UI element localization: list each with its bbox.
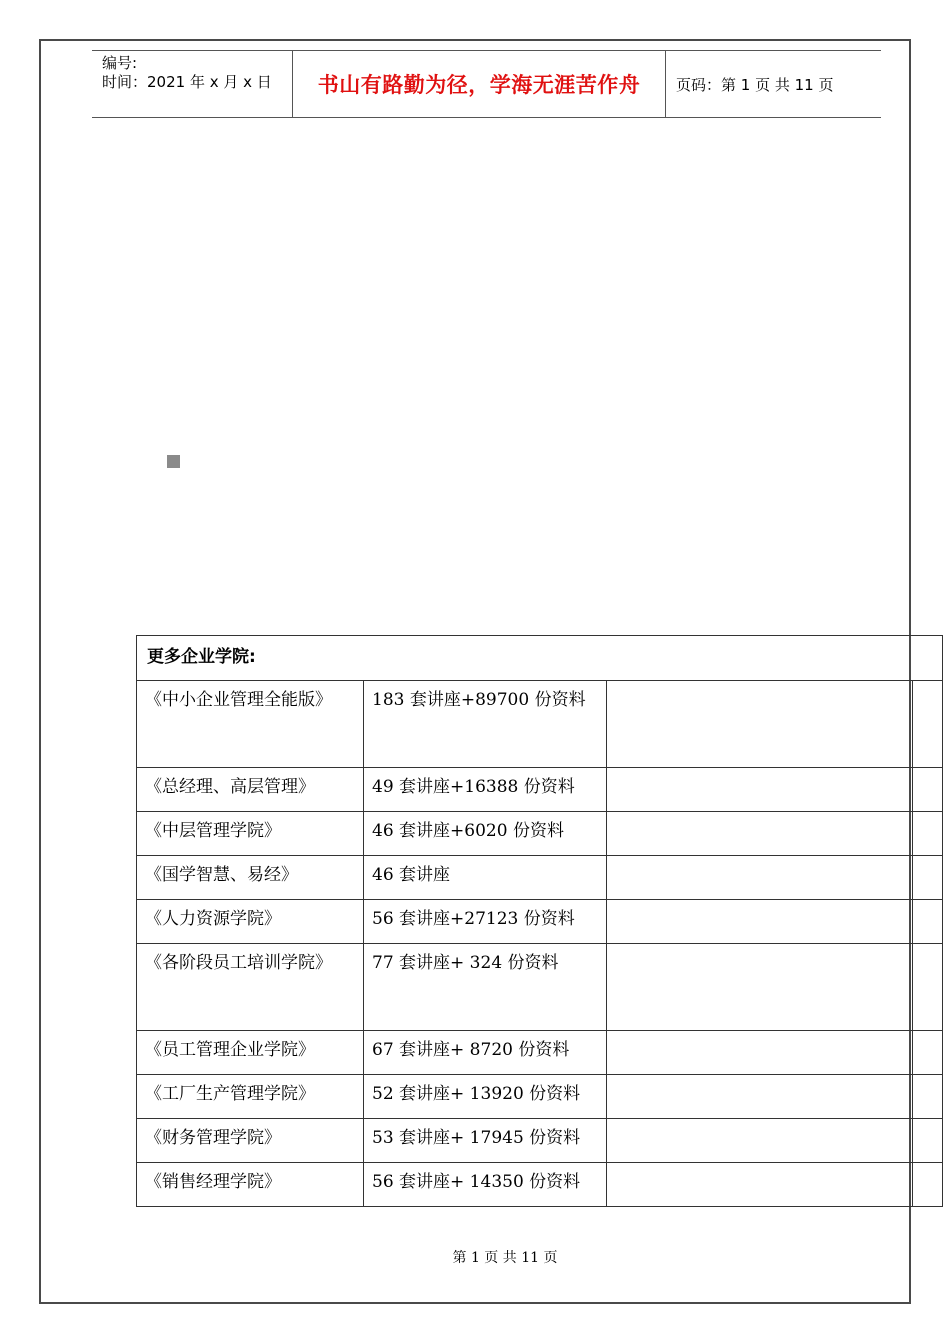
table-blank-cell [607,1163,913,1207]
table-row [137,1163,943,1207]
document-time-label: 时间：2021 年 x 月 x 日 [102,73,272,91]
table-blank-cell [607,681,913,768]
college-name[interactable]: 《销售经理学院》 [137,1163,364,1207]
college-info: 56 套讲座+ 14350 份资料 [364,1163,607,1207]
college-info: 52 套讲座+ 13920 份资料 [364,1075,607,1119]
table-row [137,681,943,768]
college-info: 46 套讲座 [364,856,607,900]
college-info: 56 套讲座+27123 份资料 [364,900,607,944]
college-name[interactable]: 《中层管理学院》 [137,812,364,856]
table-edge-cell [913,681,943,768]
table-blank-cell [607,1031,913,1075]
header-page-info: 页码：第 1 页 共 11 页 [676,75,834,94]
college-name[interactable]: 《工厂生产管理学院》 [137,1075,364,1119]
table-blank-cell [607,944,913,1031]
table-edge-cell [913,1031,943,1075]
table-blank-cell [607,812,913,856]
table-row [137,1119,943,1163]
table-edge-cell [913,1075,943,1119]
college-name[interactable]: 《员工管理企业学院》 [137,1031,364,1075]
footer-page-number: 第 1 页 共 11 页 [452,1250,558,1266]
table-edge-cell [913,768,943,812]
table-blank-cell [607,1075,913,1119]
table-blank-cell [607,1119,913,1163]
table-edge-cell [913,812,943,856]
table-edge-cell [913,1163,943,1207]
college-name[interactable]: 《总经理、高层管理》 [137,768,364,812]
bullet-square-icon [167,455,180,468]
college-name[interactable]: 《人力资源学院》 [137,900,364,944]
college-info: 67 套讲座+ 8720 份资料 [364,1031,607,1075]
table-blank-cell [607,856,913,900]
college-info: 49 套讲座+16388 份资料 [364,768,607,812]
table-title-row [137,636,943,681]
page-footer [0,1247,950,1267]
table-row [137,900,943,944]
table-row [137,944,943,1031]
table-edge-cell [913,944,943,1031]
college-info: 77 套讲座+ 324 份资料 [364,944,607,1031]
document-number-label: 编号: [102,54,138,72]
college-info: 183 套讲座+89700 份资料 [364,681,607,768]
table-edge-cell [913,900,943,944]
table-row [137,856,943,900]
college-name[interactable]: 《国学智慧、易经》 [137,856,364,900]
table-row [137,768,943,812]
table-row [137,812,943,856]
table-edge-cell [913,856,943,900]
table-blank-cell [607,768,913,812]
table-row [137,1031,943,1075]
college-info: 53 套讲座+ 17945 份资料 [364,1119,607,1163]
table-title: 更多企业学院: [137,636,943,681]
more-colleges-table [136,635,943,1207]
table-row [137,1075,943,1119]
college-name[interactable]: 《中小企业管理全能版》 [137,681,364,768]
header-motto: 书山有路勤为径，学海无涯苦作舟 [293,51,666,117]
table-edge-cell [913,1119,943,1163]
header-meta [92,51,293,117]
document-header [92,50,881,118]
college-name[interactable]: 《财务管理学院》 [137,1119,364,1163]
college-name[interactable]: 《各阶段员工培训学院》 [137,944,364,1031]
college-info: 46 套讲座+6020 份资料 [364,812,607,856]
table-blank-cell [607,900,913,944]
